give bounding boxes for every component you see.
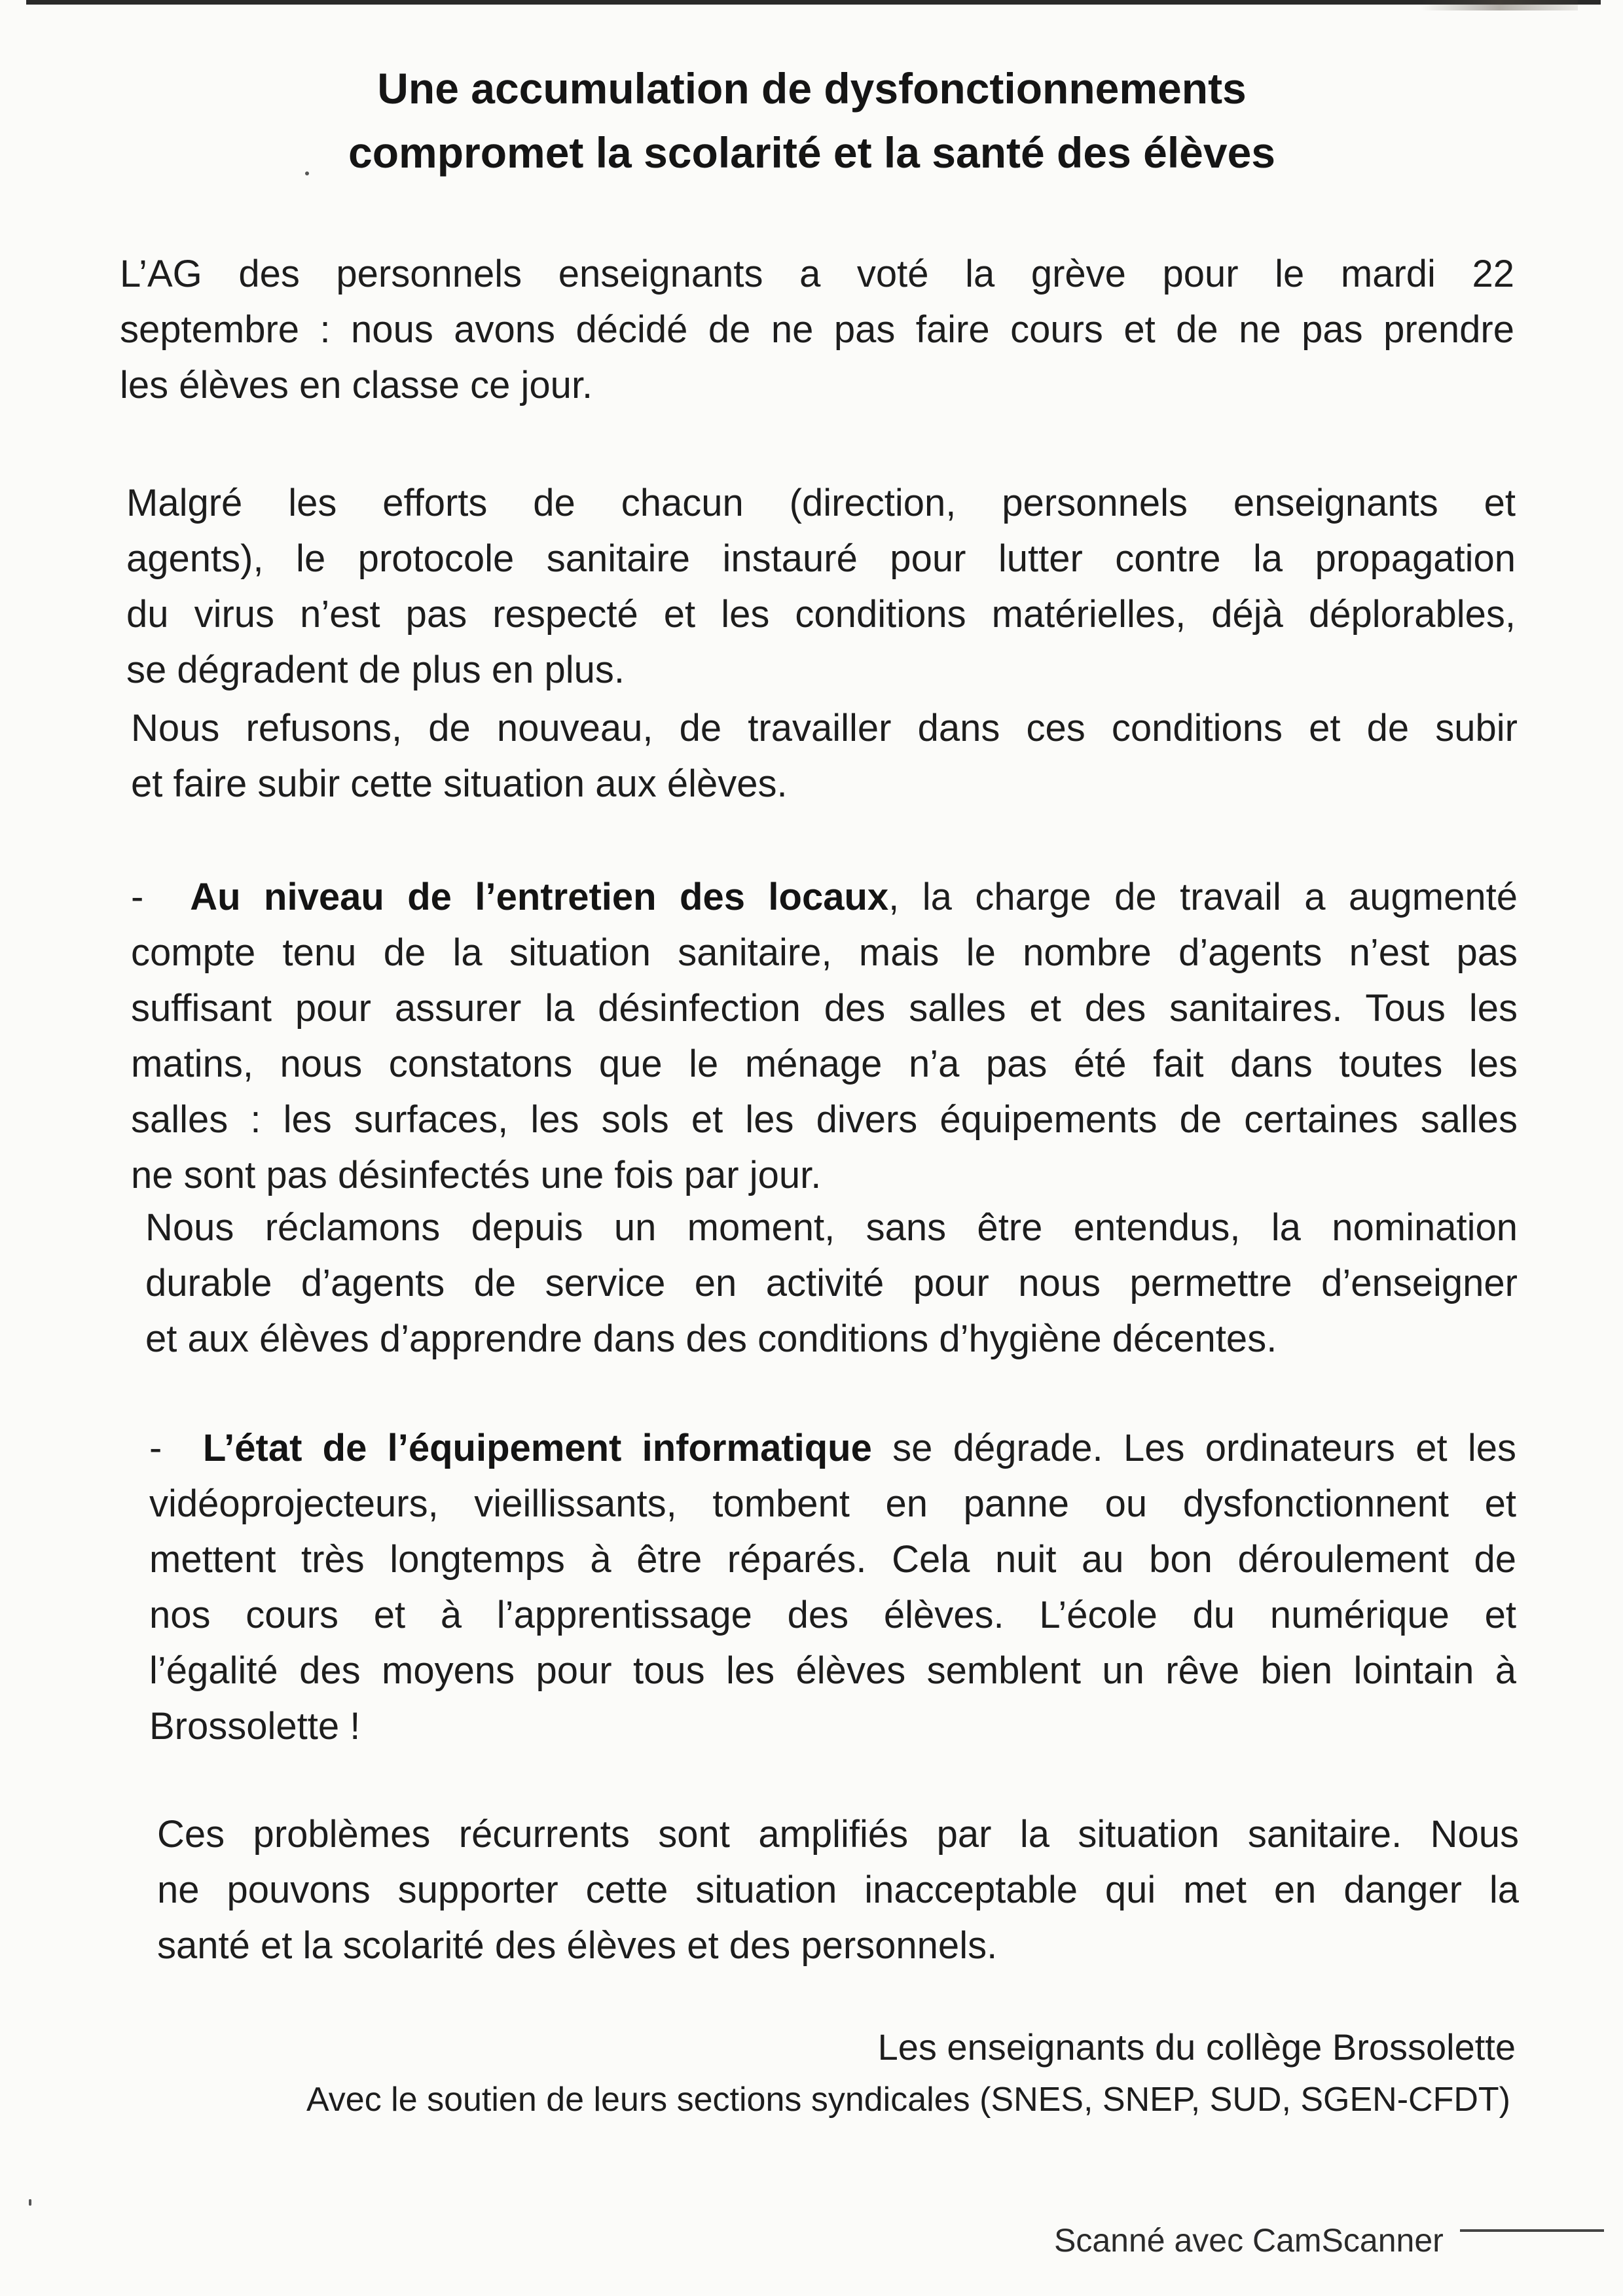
text-line: et aux élèves d’apprendre dans des conditions d’hygiène décentes.	[145, 1318, 1277, 1360]
paragraph-refusal-text	[131, 700, 1518, 812]
bullet-cleaning	[131, 869, 1518, 1203]
paragraph-staff-request	[145, 1200, 1518, 1367]
bottom-border-line	[1460, 2229, 1604, 2232]
text-line: ne pouvons supporter cette situation inacceptable qui met en danger la	[157, 1869, 1519, 1911]
text-line: Nous réclamons depuis un moment, sans être entendus, la nomination	[145, 1206, 1518, 1249]
text-line: se dégradent de plus en plus.	[126, 649, 625, 691]
text-line: septembre : nous avons décidé de ne pas faire cours et de ne pas prendre	[120, 308, 1514, 351]
bullet-it-equipment	[149, 1420, 1516, 1754]
text-line: Brossolette !	[149, 1705, 361, 1748]
text-line: compte tenu de la situation sanitaire, mais le nombre d’agents n’est pas	[131, 931, 1518, 974]
text-line: suffisant pour assurer la désinfection des salles et des sanitaires. Tous les	[131, 987, 1518, 1030]
camscanner-watermark: Scanné avec CamScanner	[1054, 2222, 1444, 2259]
text-line: Malgré les efforts de chacun (direction, personnels enseignants et	[126, 482, 1516, 524]
bullet-first-rest: , la charge de travail a augmenté	[888, 876, 1518, 918]
bullet-dash: -	[131, 876, 144, 918]
text-line: Nous refusons, de nouveau, de travailler dans ces conditions et de subir	[131, 707, 1518, 749]
text-line: ne sont pas désinfectés une fois par jour.	[131, 1154, 822, 1196]
document-title-line-1: Une accumulation de dysfonctionnements	[377, 64, 1247, 113]
text-line: vidéoprojecteurs, vieillissants, tombent en panne ou dysfonctionnent et	[149, 1482, 1516, 1525]
text-line: L’AG des personnels enseignants a voté la grève pour le mardi 22	[120, 253, 1514, 295]
paragraph-sanitary-protocol	[126, 475, 1516, 698]
text-line: mettent très longtemps à être réparés. Cela nuit au bon déroulement de	[149, 1538, 1516, 1581]
paragraph-strike-vote	[120, 246, 1514, 413]
text-line: agents), le protocole sanitaire instauré pour lutter contre la propagation	[126, 537, 1516, 580]
text-line: matins, nous constatons que le ménage n’a pas été fait dans toutes les	[131, 1043, 1518, 1085]
text-line: santé et la scolarité des élèves et des personnels.	[157, 1924, 998, 1967]
scan-speck	[29, 2199, 31, 2206]
text-line: du virus n’est pas respecté et les conditions matérielles, déjà déplorables,	[126, 593, 1516, 636]
bullet-heading: Au niveau de l’entretien des locaux	[190, 876, 889, 918]
document-title-line-2: compromet la scolarité et la santé des élèves	[348, 128, 1275, 177]
text-line: Ces problèmes récurrents sont amplifiés par la situation sanitaire. Nous	[157, 1813, 1519, 1856]
text-line: les élèves en classe ce jour.	[120, 364, 593, 406]
bullet-heading: L’état de l’équipement informatique	[202, 1427, 872, 1469]
bullet-dash: -	[149, 1427, 162, 1469]
signature-unions: Avec le soutien de leurs sections syndicales (SNES, SNEP, SUD, SGEN-CFDT)	[306, 2081, 1510, 2119]
text-line: nos cours et à l’apprentissage des élèves. L’école du numérique et	[149, 1594, 1516, 1636]
paragraph-conclusion	[157, 1806, 1519, 1973]
bullet-first-rest: se dégrade. Les ordinateurs et les	[871, 1427, 1516, 1469]
text-line: l’égalité des moyens pour tous les élèves semblent un rêve bien lointain à	[149, 1649, 1516, 1692]
bullet-first-line	[131, 869, 1518, 925]
scan-speck	[305, 171, 309, 175]
bullet-first-line	[149, 1420, 1516, 1476]
text-line: et faire subir cette situation aux élèves.	[131, 762, 788, 805]
text-line: salles : les surfaces, les sols et les divers équipements de certaines salles	[131, 1098, 1518, 1141]
text-line: durable d’agents de service en activité pour nous permettre d’enseigner	[145, 1262, 1518, 1304]
signature-authors: Les enseignants du collège Brossolette	[877, 2026, 1516, 2068]
